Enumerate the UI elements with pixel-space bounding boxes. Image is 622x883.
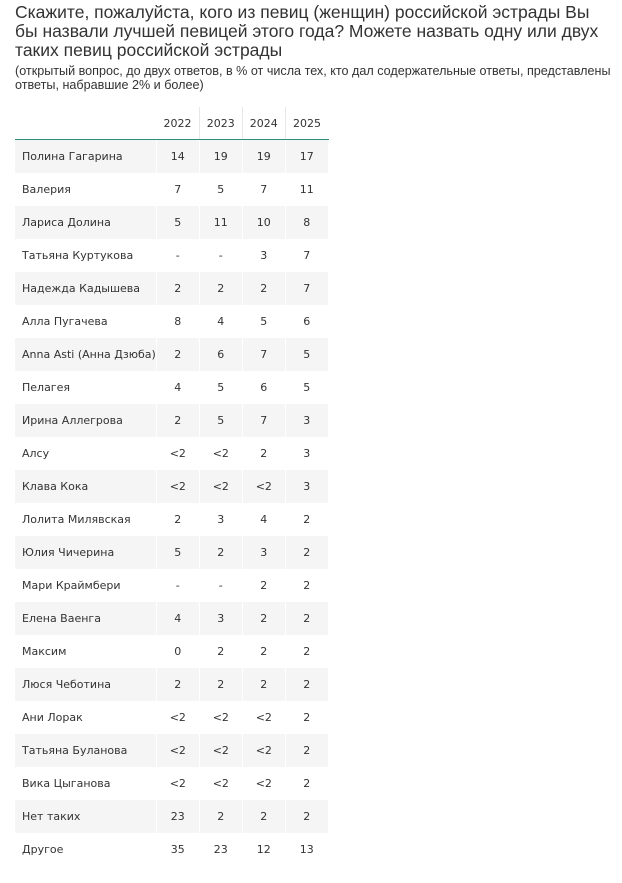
value-cell-2022: 2: [156, 668, 199, 701]
singer-name-cell: Максим: [15, 635, 156, 668]
value-cell-2022: 4: [156, 371, 199, 404]
table-row: [15, 635, 328, 668]
value-cell-2022: 14: [156, 140, 199, 174]
value-cell-2024: 2: [242, 635, 285, 668]
table-row: [15, 404, 328, 437]
value-cell-2022: 35: [156, 833, 199, 866]
value-cell-2022: 2: [156, 272, 199, 305]
value-cell-2025: 2: [285, 668, 328, 701]
value-cell-2023: <2: [199, 470, 242, 503]
table-row: [15, 536, 328, 569]
value-cell-2025: 2: [285, 536, 328, 569]
singer-name-cell: Татьяна Буланова: [15, 734, 156, 767]
value-cell-2025: 2: [285, 503, 328, 536]
value-cell-2025: 3: [285, 437, 328, 470]
value-cell-2024: 5: [242, 305, 285, 338]
value-cell-2022: 4: [156, 602, 199, 635]
value-cell-2022: 2: [156, 503, 199, 536]
value-cell-2023: 6: [199, 338, 242, 371]
value-cell-2025: 5: [285, 371, 328, 404]
value-cell-2025: 2: [285, 569, 328, 602]
value-cell-2025: 8: [285, 206, 328, 239]
year-column-header: 2023: [199, 107, 242, 140]
value-cell-2024: 2: [242, 668, 285, 701]
value-cell-2025: 17: [285, 140, 328, 174]
value-cell-2025: 13: [285, 833, 328, 866]
table-row: [15, 701, 328, 734]
table-row: [15, 734, 328, 767]
singer-name-cell: Мари Краймбери: [15, 569, 156, 602]
value-cell-2024: 2: [242, 569, 285, 602]
value-cell-2024: 7: [242, 338, 285, 371]
table-row: [15, 833, 328, 866]
value-cell-2022: <2: [156, 767, 199, 800]
table-row: [15, 800, 328, 833]
table-row: [15, 470, 328, 503]
value-cell-2024: <2: [242, 767, 285, 800]
value-cell-2025: 5: [285, 338, 328, 371]
value-cell-2023: -: [199, 239, 242, 272]
value-cell-2024: 2: [242, 800, 285, 833]
value-cell-2022: 23: [156, 800, 199, 833]
value-cell-2025: 11: [285, 173, 328, 206]
singer-name-cell: Нет таких: [15, 800, 156, 833]
singer-name-cell: Клава Кока: [15, 470, 156, 503]
table-row: [15, 272, 328, 305]
singer-name-cell: Полина Гагарина: [15, 140, 156, 174]
value-cell-2023: 5: [199, 404, 242, 437]
table-row: [15, 338, 328, 371]
value-cell-2023: 19: [199, 140, 242, 174]
singer-name-cell: Елена Ваенга: [15, 602, 156, 635]
value-cell-2024: <2: [242, 470, 285, 503]
value-cell-2023: <2: [199, 734, 242, 767]
value-cell-2022: <2: [156, 470, 199, 503]
value-cell-2024: 12: [242, 833, 285, 866]
value-cell-2023: 11: [199, 206, 242, 239]
value-cell-2025: 7: [285, 239, 328, 272]
value-cell-2022: 5: [156, 206, 199, 239]
value-cell-2025: 3: [285, 404, 328, 437]
table-row: [15, 569, 328, 602]
singer-name-cell: Лолита Милявская: [15, 503, 156, 536]
value-cell-2025: 3: [285, 470, 328, 503]
value-cell-2022: 5: [156, 536, 199, 569]
value-cell-2024: <2: [242, 701, 285, 734]
singer-name-cell: Ани Лорак: [15, 701, 156, 734]
name-column-header: [15, 107, 156, 140]
value-cell-2024: 10: [242, 206, 285, 239]
value-cell-2022: 8: [156, 305, 199, 338]
value-cell-2022: <2: [156, 734, 199, 767]
table-row: [15, 602, 328, 635]
value-cell-2024: 6: [242, 371, 285, 404]
singer-name-cell: Ирина Аллегрова: [15, 404, 156, 437]
singer-name-cell: Вика Цыганова: [15, 767, 156, 800]
value-cell-2024: 7: [242, 173, 285, 206]
value-cell-2024: 2: [242, 437, 285, 470]
value-cell-2024: 19: [242, 140, 285, 174]
value-cell-2025: 6: [285, 305, 328, 338]
year-column-header: 2024: [242, 107, 285, 140]
value-cell-2024: 4: [242, 503, 285, 536]
table-row: [15, 206, 328, 239]
value-cell-2023: 5: [199, 173, 242, 206]
value-cell-2025: 2: [285, 767, 328, 800]
singer-name-cell: Алсу: [15, 437, 156, 470]
value-cell-2024: 3: [242, 239, 285, 272]
singer-name-cell: Пелагея: [15, 371, 156, 404]
table-row: [15, 140, 328, 174]
value-cell-2022: 7: [156, 173, 199, 206]
table-row: [15, 437, 328, 470]
value-cell-2024: 2: [242, 272, 285, 305]
value-cell-2025: 2: [285, 701, 328, 734]
singer-name-cell: Алла Пугачева: [15, 305, 156, 338]
value-cell-2023: 3: [199, 602, 242, 635]
value-cell-2023: 2: [199, 272, 242, 305]
singer-name-cell: Лариса Долина: [15, 206, 156, 239]
value-cell-2024: 2: [242, 602, 285, 635]
table-row: [15, 305, 328, 338]
table-row: [15, 239, 328, 272]
value-cell-2025: 2: [285, 800, 328, 833]
results-table: [15, 107, 329, 866]
value-cell-2025: 2: [285, 734, 328, 767]
value-cell-2022: 0: [156, 635, 199, 668]
table-row: [15, 503, 328, 536]
singer-name-cell: Люся Чеботина: [15, 668, 156, 701]
table-header-row: [15, 107, 328, 140]
value-cell-2023: -: [199, 569, 242, 602]
value-cell-2022: -: [156, 569, 199, 602]
table-body: [15, 140, 328, 867]
value-cell-2024: 7: [242, 404, 285, 437]
table-row: [15, 173, 328, 206]
value-cell-2022: <2: [156, 437, 199, 470]
value-cell-2022: -: [156, 239, 199, 272]
value-cell-2023: 3: [199, 503, 242, 536]
value-cell-2023: <2: [199, 767, 242, 800]
table-row: [15, 767, 328, 800]
value-cell-2022: <2: [156, 701, 199, 734]
value-cell-2023: <2: [199, 437, 242, 470]
year-column-header: 2025: [285, 107, 328, 140]
value-cell-2023: 4: [199, 305, 242, 338]
singer-name-cell: Валерия: [15, 173, 156, 206]
value-cell-2025: 2: [285, 602, 328, 635]
table-row: [15, 668, 328, 701]
value-cell-2022: 2: [156, 338, 199, 371]
singer-name-cell: Другое: [15, 833, 156, 866]
singer-name-cell: Anna Asti (Анна Дзюба): [15, 338, 156, 371]
question-title: Скажите, пожалуйста, кого из певиц (женщин) российской эстрады Вы бы назвали лучшей певицей этого года? Можете назвать одну или двух таких певиц российской эстрады: [15, 2, 599, 60]
value-cell-2023: 2: [199, 800, 242, 833]
value-cell-2024: 3: [242, 536, 285, 569]
value-cell-2023: 5: [199, 371, 242, 404]
question-note: (открытый вопрос, до двух ответов, в % от числа тех, кто дал содержательные ответы, представлены ответы, набравшие 2% и более): [15, 64, 611, 92]
value-cell-2023: 2: [199, 668, 242, 701]
value-cell-2025: 2: [285, 635, 328, 668]
value-cell-2025: 7: [285, 272, 328, 305]
value-cell-2023: 23: [199, 833, 242, 866]
value-cell-2022: 2: [156, 404, 199, 437]
table-row: [15, 371, 328, 404]
value-cell-2024: <2: [242, 734, 285, 767]
value-cell-2023: 2: [199, 536, 242, 569]
singer-name-cell: Надежда Кадышева: [15, 272, 156, 305]
year-column-header: 2022: [156, 107, 199, 140]
value-cell-2023: <2: [199, 701, 242, 734]
value-cell-2023: 2: [199, 635, 242, 668]
singer-name-cell: Татьяна Куртукова: [15, 239, 156, 272]
singer-name-cell: Юлия Чичерина: [15, 536, 156, 569]
